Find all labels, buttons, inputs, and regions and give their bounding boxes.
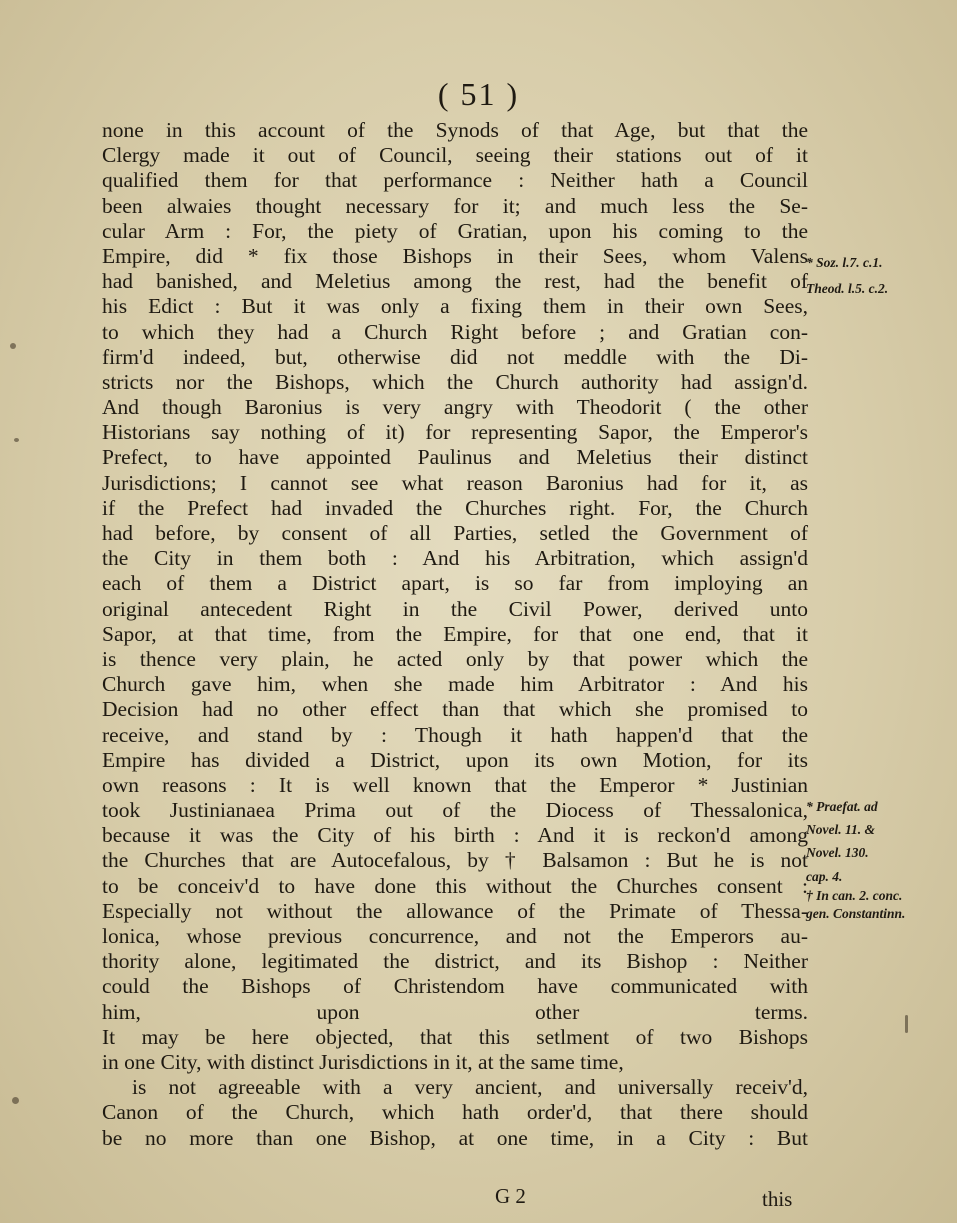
text-line: to be conceiv'd to have done this without the Churches consent : — [102, 873, 808, 898]
ink-speck — [12, 1097, 19, 1104]
ink-speck — [14, 438, 19, 442]
text-line: his Edict : But it was only a fixing them in their own Sees, — [102, 294, 808, 319]
text-line: the Churches that are Autocefalous, by † Balsamon : But he is not — [102, 848, 808, 873]
margin-note: Novel. 130. — [806, 845, 869, 860]
text-line: stricts nor the Bishops, which the Church authority had assign'd. — [102, 369, 808, 394]
text-line: lonica, whose previous concurrence, and not the Emperors au- — [102, 924, 808, 948]
text-line: Empire, did * fix those Bishops in their Sees, whom Valens — [102, 243, 808, 268]
text-line: Canon of the Church, which hath order'd, that there should — [102, 1100, 808, 1125]
text-line: had banished, and Meletius among the rest, had the benefit of — [102, 269, 808, 294]
text-line: receive, and stand by : Though it hath happen'd that the — [102, 722, 808, 747]
text-line: because it was the City of his birth : And it is reckon'd among — [102, 823, 808, 848]
catchword: this — [762, 1187, 793, 1211]
text-line: the City in them both : And his Arbitration, which assign'd — [102, 546, 808, 571]
text-line: in one City, with distinct Jurisdictions in it, at the same time, — [102, 1049, 624, 1074]
text-line: thority alone, legitimated the district, and its Bishop : Neither — [102, 949, 808, 974]
text-line: Jurisdictions; I cannot see what reason Baronius had for it, as — [102, 470, 808, 495]
text-line — [102, 1151, 808, 1176]
text-line: Sapor, at that time, from the Empire, for that one end, that it — [102, 621, 808, 646]
margin-note: † In can. 2. conc. — [806, 888, 903, 903]
text-line: had before, by consent of all Parties, setled the Government of — [102, 521, 808, 545]
text-line: And though Baronius is very angry with Theodorit ( the other — [102, 395, 808, 420]
text-line: be no more than one Bishop, at one time, in a City : But — [102, 1125, 808, 1150]
ink-speck — [10, 343, 16, 349]
text-line: qualified them for that performance : Neither hath a Council — [102, 168, 808, 193]
text-line: if the Prefect had invaded the Churches right. For, the Church — [102, 495, 808, 520]
text-line: to which they had a Church Right before ; and Gratian con- — [102, 319, 808, 344]
text-line: It may be here objected, that this setlment of two Bishops — [102, 1024, 808, 1049]
text-line: Prefect, to have appointed Paulinus and Meletius their distinct — [102, 445, 808, 470]
ink-speck — [905, 1015, 908, 1033]
margin-note: cap. 4. — [806, 869, 843, 884]
text-line: took Justinianaea Prima out of the Diocess of Thessalonica, — [102, 798, 808, 823]
body-text — [102, 118, 808, 1201]
text-line: Clergy made it out of Council, seeing their stations out of it — [102, 143, 808, 168]
signature-mark: G 2 — [495, 1184, 526, 1208]
text-line: been alwaies thought necessary for it; and much less the Se- — [102, 193, 808, 218]
text-line: Especially not without the allowance of the Primate of Thessa- — [102, 898, 808, 923]
text-line: is not agreeable with a very ancient, and universally receiv'd, — [132, 1075, 808, 1100]
text-line: him, upon other terms. — [102, 999, 808, 1024]
text-line: none in this account of the Synods of that Age, but that the — [102, 118, 808, 142]
margin-note: * Praefat. ad — [806, 799, 878, 814]
margin-note: Theod. l.5. c.2. — [806, 281, 889, 296]
page-footer — [0, 1184, 957, 1214]
page-number: ( 51 ) — [437, 76, 520, 112]
margin-note: gen. Constantinn. — [806, 906, 906, 921]
text-line: Decision had no other effect than that which she promised to — [102, 697, 808, 722]
text-line: is thence very plain, he acted only by that power which the — [102, 646, 808, 671]
text-line: Church gave him, when she made him Arbitrator : And his — [102, 672, 808, 697]
text-line: each of them a District apart, is so far from imploying an — [102, 571, 808, 596]
text-line: original antecedent Right in the Civil Power, derived unto — [102, 596, 808, 621]
text-line: Empire has divided a District, upon its own Motion, for its — [102, 747, 808, 772]
margin-note: * Soz. l.7. c.1. — [806, 255, 883, 270]
text-line: own reasons : It is well known that the Emperor * Justinian — [102, 772, 808, 797]
margin-note: Novel. 11. & — [806, 822, 875, 837]
text-line: could the Bishops of Christendom have communicated with — [102, 974, 808, 999]
text-line: cular Arm : For, the piety of Gratian, upon his coming to the — [102, 218, 808, 243]
text-line: Historians say nothing of it) for representing Sapor, the Emperor's — [102, 420, 808, 445]
text-line: firm'd indeed, but, otherwise did not meddle with the Di- — [102, 344, 808, 369]
